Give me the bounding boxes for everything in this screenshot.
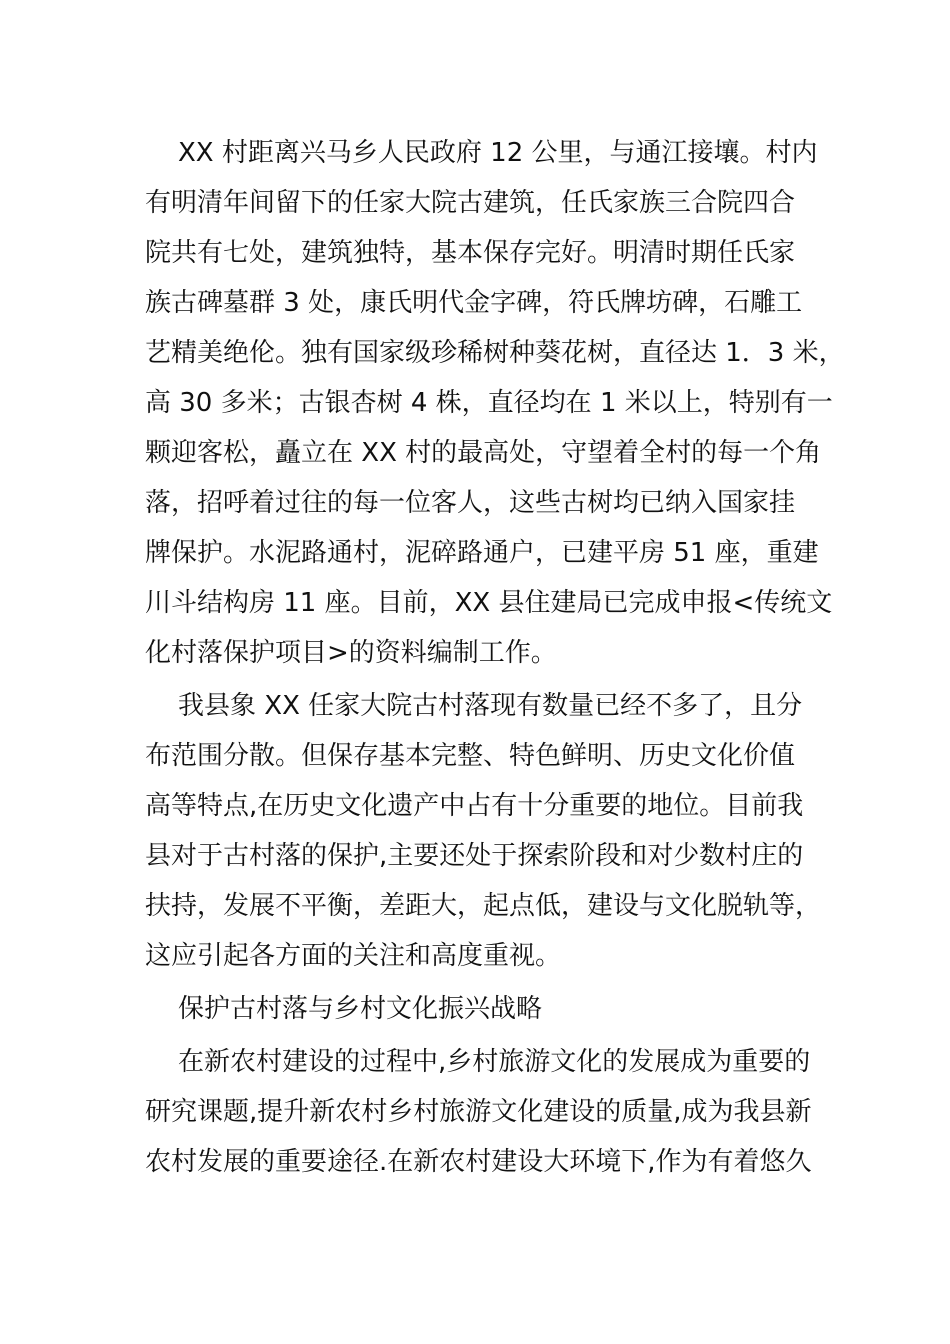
paragraph-line: 高 30 多米；古银杏树 4 株，直径均在 1 米以上，特别有一 bbox=[145, 388, 833, 418]
paragraph-line: 族古碑墓群 3 处，康氏明代金字碑，符氏牌坊碑，石雕工 bbox=[145, 288, 803, 318]
paragraph-line: 川斗结构房 11 座。目前，XX 县住建局已完成申报<传统文 bbox=[145, 588, 833, 618]
paragraph-line: 有明清年间留下的任家大院古建筑，任氏家族三合院四合 bbox=[145, 188, 796, 218]
paragraph-line: 高等特点,在历史文化遗产中占有十分重要的地位。目前我 bbox=[145, 791, 804, 821]
paragraph-village-intro bbox=[145, 128, 845, 678]
paragraph-line: 颗迎客松，矗立在 XX 村的最高处，守望着全村的每一个角 bbox=[145, 438, 822, 468]
paragraph-line: 扶持，发展不平衡，差距大，起点低，建设与文化脱轨等， bbox=[145, 891, 822, 921]
paragraph-line: 牌保护。水泥路通村，泥碎路通户，已建平房 51 座，重建 bbox=[145, 538, 819, 568]
paragraph-rural-tourism bbox=[145, 1037, 810, 1187]
paragraph-line: XX 村距离兴马乡人民政府 12 公里，与通江接壤。村内 bbox=[178, 138, 818, 168]
paragraph-line: 研究课题,提升新农村乡村旅游文化建设的质量,成为我县新 bbox=[145, 1097, 812, 1127]
paragraph-line: 这应引起各方面的关注和高度重视。 bbox=[145, 941, 562, 971]
section-heading bbox=[145, 984, 810, 1034]
paragraph-line: 在新农村建设的过程中,乡村旅游文化的发展成为重要的 bbox=[178, 1047, 811, 1077]
document-body bbox=[145, 128, 845, 1187]
paragraph-line: 农村发展的重要途径.在新农村建设大环境下,作为有着悠久 bbox=[145, 1147, 812, 1177]
section-heading-text: 保护古村落与乡村文化振兴战略 bbox=[178, 994, 543, 1024]
paragraph-line: 我县象 XX 任家大院古村落现有数量已经不多了，且分 bbox=[178, 691, 803, 721]
paragraph-preservation-status bbox=[145, 681, 822, 981]
paragraph-line: 院共有七处，建筑独特，基本保存完好。明清时期任氏家 bbox=[145, 238, 796, 268]
paragraph-line: 化村落保护项目>的资料编制工作。 bbox=[145, 638, 557, 668]
paragraph-line: 布范围分散。但保存基本完整、特色鲜明、历史文化价值 bbox=[145, 741, 796, 771]
paragraph-line: 县对于古村落的保护,主要还处于探索阶段和对少数村庄的 bbox=[145, 841, 804, 871]
paragraph-line: 落，招呼着过往的每一位客人，这些古树均已纳入国家挂 bbox=[145, 488, 796, 518]
paragraph-line: 艺精美绝伦。独有国家级珍稀树种葵花树，直径达 1．3 米， bbox=[145, 338, 845, 368]
